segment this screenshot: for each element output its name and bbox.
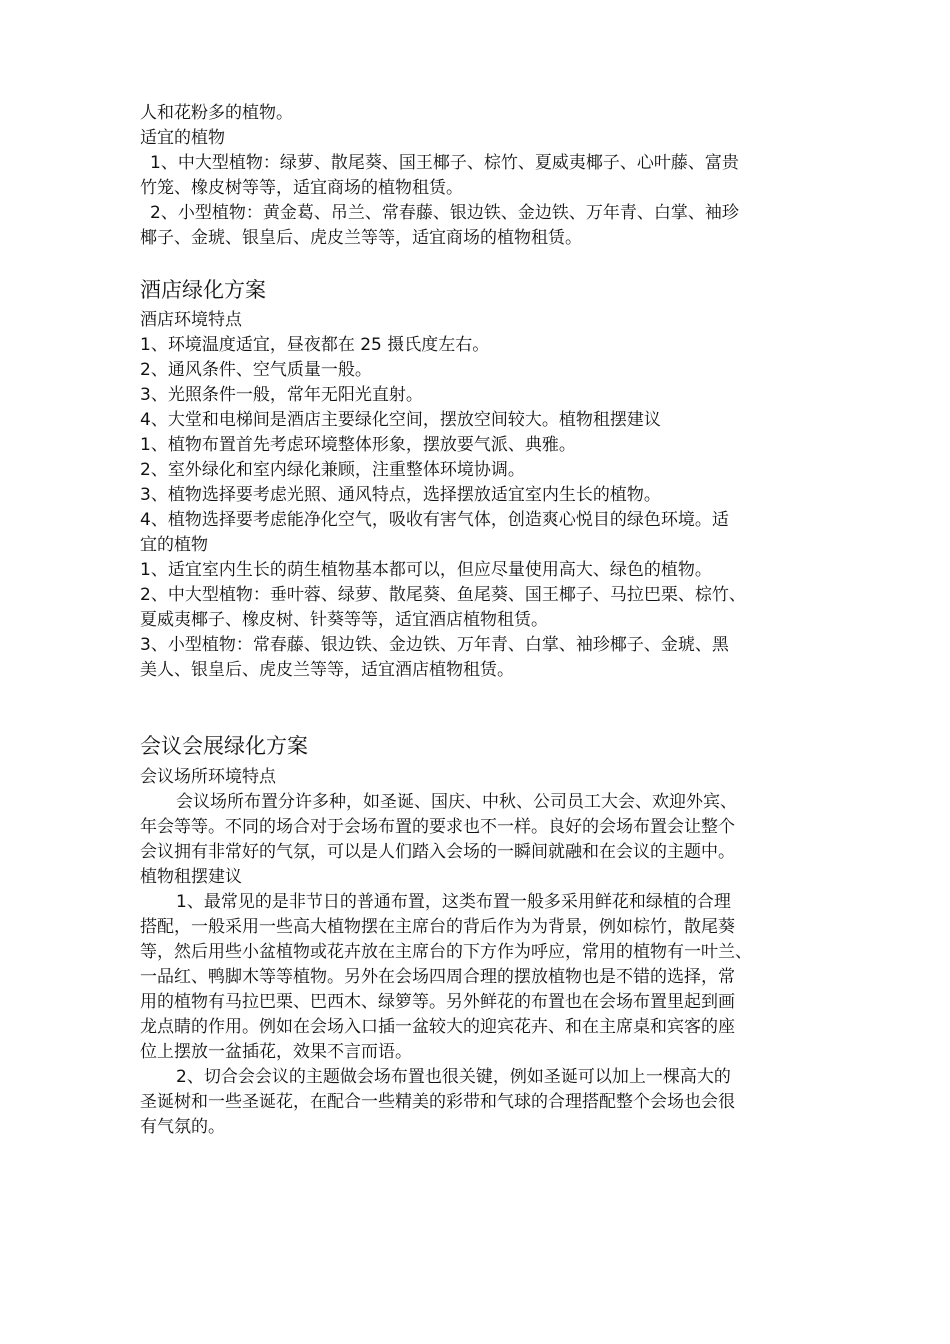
text-line: 人和花粉多的植物。 xyxy=(140,103,293,123)
text-line: 4、植物选择要考虑能净化空气，吸收有害气体，创造爽心悦目的绿色环境。适 xyxy=(140,510,729,530)
text-line: 一品红、鸭脚木等等植物。另外在会场四周合理的摆放植物也是不错的选择，常 xyxy=(140,967,735,987)
text-line: 2、室外绿化和室内绿化兼顾，注重整体环境协调。 xyxy=(140,460,525,480)
text-line: 会议拥有非常好的气氛，可以是人们踏入会场的一瞬间就融和在会议的主题中。 xyxy=(140,842,735,862)
text-line: 夏威夷椰子、橡皮树、针葵等等，适宜酒店植物租赁。 xyxy=(140,610,548,630)
text-line: 1、最常见的是非节日的普通布置，这类布置一般多采用鲜花和绿植的合理 xyxy=(176,892,731,912)
text-line: 圣诞树和一些圣诞花，在配合一些精美的彩带和气球的合理搭配整个会场也会很 xyxy=(140,1092,735,1112)
text-line: 位上摆放一盆插花，效果不言而语。 xyxy=(140,1042,412,1062)
text-line: 会议场所布置分许多种，如圣诞、国庆、中秋、公司员工大会、欢迎外宾、 xyxy=(176,792,737,812)
text-line: 2、小型植物：黄金葛、吊兰、常春藤、银边铁、金边铁、万年青、白掌、袖珍 xyxy=(150,203,739,223)
text-line: 年会等等。不同的场合对于会场布置的要求也不一样。良好的会场布置会让整个 xyxy=(140,817,735,837)
meeting-section xyxy=(140,765,820,1140)
hotel-section-title: 酒店绿化方案 xyxy=(140,278,266,302)
text-line: 用的植物有马拉巴栗、巴西木、绿箩等。另外鲜花的布置也在会场布置里起到画 xyxy=(140,992,735,1012)
subheading-plant-suggestions: 植物租摆建议 xyxy=(140,867,242,887)
text-line: 2、通风条件、空气质量一般。 xyxy=(140,360,372,380)
text-line: 椰子、金琥、银皇后、虎皮兰等等，适宜商场的植物租赁。 xyxy=(140,228,582,248)
text-line: 4、大堂和电梯间是酒店主要绿化空间，摆放空间较大。植物租摆建议 xyxy=(140,410,661,430)
subheading-meeting-environment: 会议场所环境特点 xyxy=(140,767,276,787)
subheading-suitable-plants: 适宜的植物 xyxy=(140,128,225,148)
text-line: 3、小型植物：常春藤、银边铁、金边铁、万年青、白掌、袖珍椰子、金琥、黑 xyxy=(140,635,729,655)
text-line: 竹笼、橡皮树等等，适宜商场的植物租赁。 xyxy=(140,178,463,198)
text-line: 2、中大型植物：垂叶蓉、绿萝、散尾葵、鱼尾葵、国王椰子、马拉巴栗、棕竹、 xyxy=(140,585,746,605)
text-line: 1、环境温度适宜，昼夜都在 25 摄氏度左右。 xyxy=(140,335,490,355)
text-line: 有气氛的。 xyxy=(140,1117,225,1137)
text-line: 宜的植物 xyxy=(140,535,208,555)
text-line: 1、适宜室内生长的荫生植物基本都可以，但应尽量使用高大、绿色的植物。 xyxy=(140,560,712,580)
text-line: 等，然后用些小盆植物或花卉放在主席台的下方作为呼应，常用的植物有一叶兰、 xyxy=(140,942,752,962)
text-line: 美人、银皇后、虎皮兰等等，适宜酒店植物租赁。 xyxy=(140,660,514,680)
text-line: 1、中大型植物：绿萝、散尾葵、国王椰子、棕竹、夏威夷椰子、心叶藤、富贵 xyxy=(150,153,739,173)
text-line: 3、植物选择要考虑光照、通风特点，选择摆放适宜室内生长的植物。 xyxy=(140,485,661,505)
document-body xyxy=(140,101,820,1140)
text-line: 1、植物布置首先考虑环境整体形象，摆放要气派、典雅。 xyxy=(140,435,576,455)
subheading-hotel-environment: 酒店环境特点 xyxy=(140,310,242,330)
text-line: 搭配，一般采用一些高大植物摆在主席台的背后作为为背景，例如棕竹，散尾葵 xyxy=(140,917,735,937)
text-line: 龙点睛的作用。例如在会场入口插一盆较大的迎宾花卉、和在主席桌和宾客的座 xyxy=(140,1017,735,1037)
mall-plants-section xyxy=(140,101,820,251)
text-line: 2、切合会会议的主题做会场布置也很关键，例如圣诞可以加上一棵高大的 xyxy=(176,1067,731,1087)
hotel-section xyxy=(140,308,820,683)
meeting-section-title: 会议会展绿化方案 xyxy=(140,734,308,758)
text-line: 3、光照条件一般，常年无阳光直射。 xyxy=(140,385,423,405)
